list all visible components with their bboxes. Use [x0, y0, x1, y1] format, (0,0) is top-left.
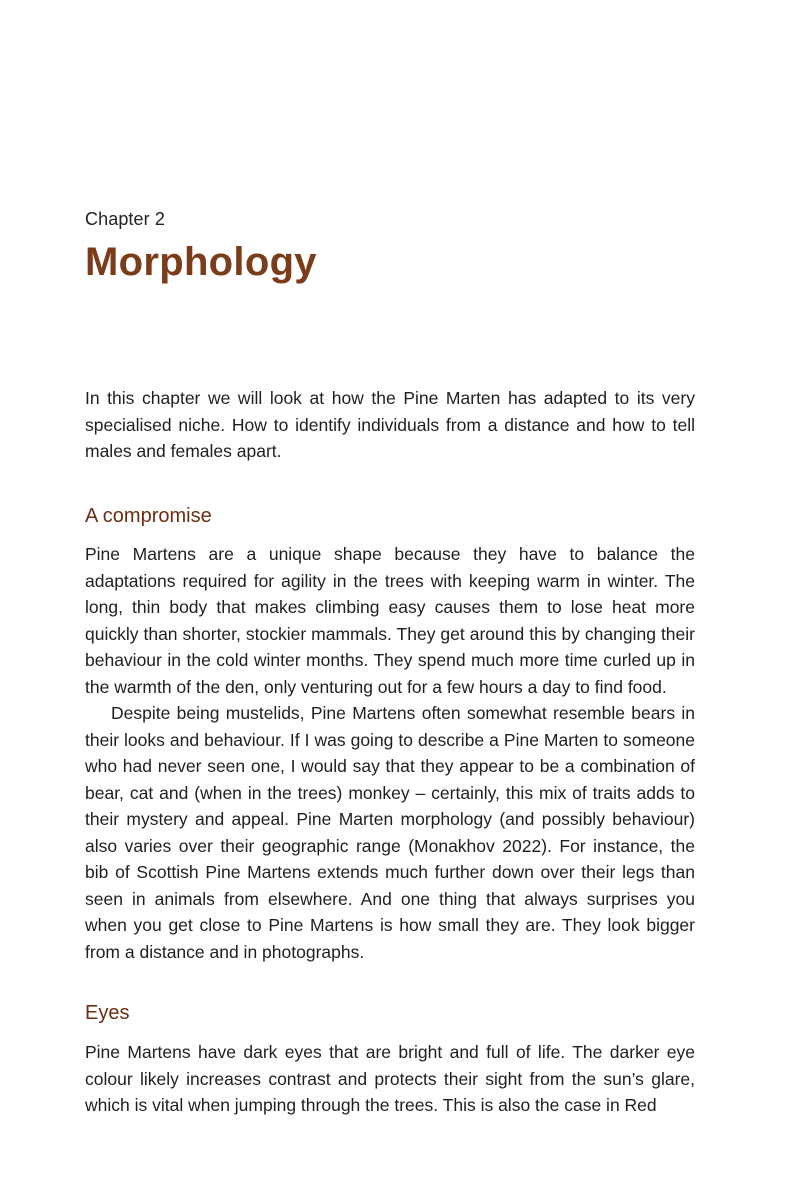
- paragraph-compromise-2: Despite being mustelids, Pine Martens often somewhat resemble bears in their looks and behaviour. If I was going to describe a Pine Marten to someone who had never seen one, I would say that they appear to be a combination of bear, cat and (when in the trees) monkey – certainly, this mix of traits adds to their mystery and appeal. Pine Marten morphology (and possibly behaviour) also varies over their geographic range (Monakhov 2022). For instance, the bib of Scottish Pine Martens extends much further down over their legs than seen in animals from elsewhere. And one thing that always surprises you when you get close to Pine Martens is how small they are. They look bigger from a distance and in photographs.: [85, 703, 695, 962]
- paragraph-compromise-1: Pine Martens are a unique shape because they have to balance the adaptations required for agility in the trees with keeping warm in winter. The long, thin body that makes climbing easy causes them to lose heat more quickly than shorter, stockier mammals. They get around this by changing their behaviour in the cold winter months. They spend much more time curled up in the warmth of the den, only venturing out for a few hours a day to find food.: [85, 544, 695, 697]
- chapter-label: Chapter 2: [85, 209, 165, 229]
- section-heading-eyes: Eyes: [85, 1002, 130, 1024]
- paragraph-eyes-1: Pine Martens have dark eyes that are bright and full of life. The darker eye colour likely increases contrast and protects their sight from the sun’s glare, which is vital when jumping through the trees. This is also the case in Red: [85, 1042, 695, 1115]
- intro-paragraph: In this chapter we will look at how the Pine Marten has adapted to its very specialised niche. How to identify individuals from a distance and how to tell males and females apart.: [85, 388, 695, 461]
- book-page: [85, 0, 695, 1200]
- section-heading-compromise: A compromise: [85, 505, 212, 527]
- chapter-title: Morphology: [85, 240, 317, 284]
